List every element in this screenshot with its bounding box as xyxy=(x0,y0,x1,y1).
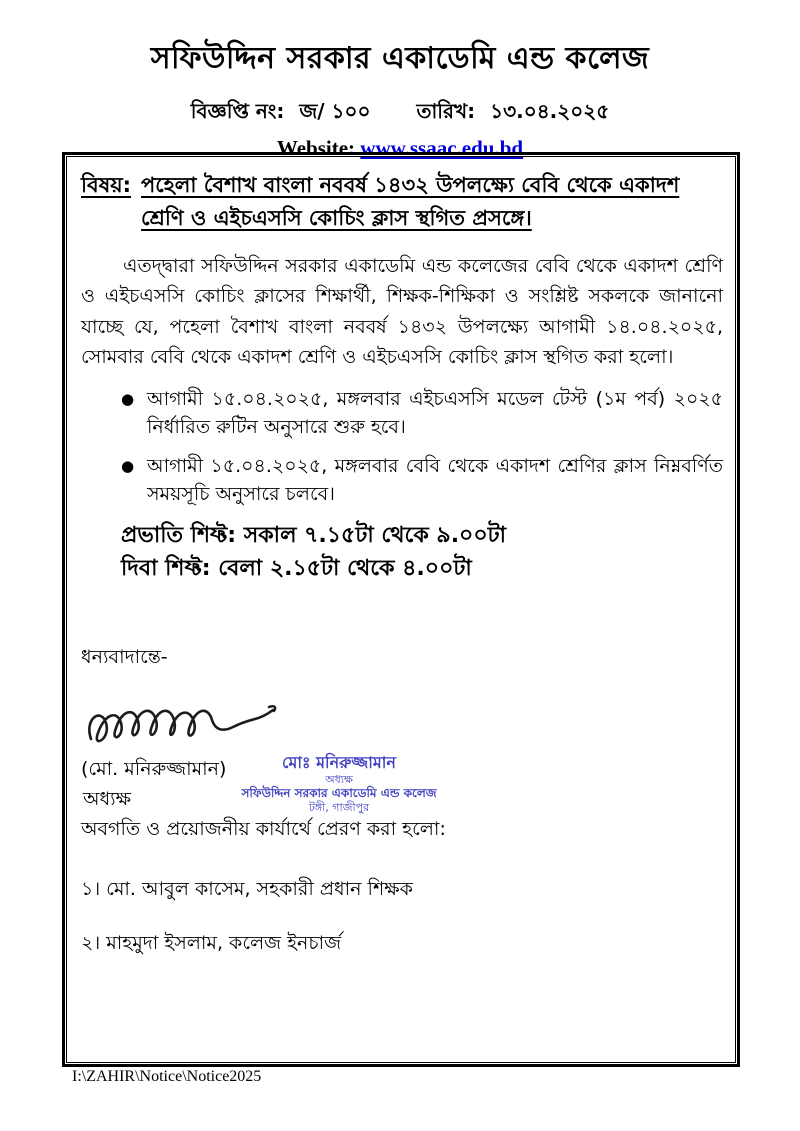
bullet-list xyxy=(81,385,723,509)
signature-image xyxy=(83,697,283,759)
list-item xyxy=(121,385,723,442)
signatory-title: অধ্যক্ষ xyxy=(83,787,132,810)
distribution-item: ১। মো. আবুল কাসেম, সহকারী প্রধান শিক্ষক xyxy=(81,877,413,900)
subject-text: পহেলা বৈশাখ বাংলা নববর্ষ ১৪৩২ উপলক্ষ্যে বেবি থেকে একাদশ শ্রেণি ও এইচএসসি কোচিং ক্লাস স্থগিত প্রসঙ্গে। xyxy=(141,173,680,230)
date-label: তারিখ: xyxy=(416,99,476,123)
institution-title: সফিউদ্দিন সরকার একাডেমি এন্ড কলেজ xyxy=(150,41,650,76)
website-link[interactable]: www.ssaac.edu.bd xyxy=(360,136,524,160)
morning-shift-line: প্রভাতি শিফ্ট: সকাল ৭.১৫টা থেকে ৯.০০টা xyxy=(121,522,507,548)
day-shift-line: দিবা শিফ্ট: বেলা ২.১৫টা থেকে ৪.০০টা xyxy=(121,555,472,581)
body-paragraph: এতদ্দ্বারা সফিউদ্দিন সরকার একাডেমি এন্ড কলেজের বেবি থেকে একাদশ শ্রেণি ও এইচএসসি কোচিং ক্লাসের শিক্ষার্থী, শিক্ষক-শিক্ষিকা ও সংশ্লিষ্ট সকলকে জানানো যাচ্ছে যে, পহেলা বৈশাখ বাংলা নববর্ষ ১৪৩২ উপলক্ষ্যে আগামী ১৪.০৪.২০২৫, সোমবার বেবি থেকে একাদশ শ্রেণি ও এইচএসসি কোচিং ক্লাস স্থগিত করা হলো। xyxy=(81,255,723,369)
distribution-item: ২। মাহমুদা ইসলাম, কলেজ ইনচার্জ xyxy=(81,931,342,954)
notice-body-container xyxy=(66,156,736,1063)
bullet-dot-icon: ● xyxy=(121,456,135,475)
bullet-text: আগামী ১৫.০৪.২০২৫, মঙ্গলবার বেবি থেকে একাদশ শ্রেণির ক্লাস নিম্নবর্ণিত সময়সূচি অনুসারে চলবে। xyxy=(147,454,723,506)
bullet-text: আগামী ১৫.০৪.২০২৫, মঙ্গলবার এইচএসসি মডেল টেস্ট (১ম পর্ব) ২০২৫ নির্ধারিত রুটিন অনুসারে শুরু হবে। xyxy=(147,387,723,439)
subject-line xyxy=(81,169,723,234)
principal-stamp xyxy=(219,753,459,816)
file-path-footer: I:\ZAHIR\Notice\Notice2025 xyxy=(72,1068,262,1085)
signature-block xyxy=(81,693,723,853)
document-header xyxy=(0,34,800,161)
notice-meta-line xyxy=(0,97,800,130)
closing-salutation: ধন্যবাদান্তে- xyxy=(81,645,168,668)
stamp-location: টঙ্গী, গাজীপুর xyxy=(308,801,370,815)
signatory-name: (মো. মনিরুজ্জামান) xyxy=(81,757,227,780)
subject-label: বিষয়: xyxy=(81,173,132,197)
stamp-name: মোঃ মনিরুজ্জামান xyxy=(282,752,396,772)
bullet-dot-icon: ● xyxy=(121,389,135,408)
website-label: Website: xyxy=(276,136,356,160)
list-item xyxy=(121,452,723,509)
notice-border-box xyxy=(62,152,740,1067)
stamp-designation: অধ্যক্ষ xyxy=(325,772,353,786)
notice-number-label: বিজ্ঞপ্তি নং: xyxy=(190,99,285,123)
date-value: ১৩.০৪.২০২৫ xyxy=(490,99,610,123)
shift-schedule xyxy=(121,519,723,585)
stamp-institution: সফিউদ্দিন সরকার একাডেমি এন্ড কলেজ xyxy=(241,786,437,801)
notice-number-value: জ/ ১০০ xyxy=(299,99,371,123)
distribution-heading: অবগতি ও প্রয়োজনীয় কার্যার্থে প্রেরণ করা হলো: xyxy=(81,817,446,840)
distribution-list xyxy=(81,875,723,961)
